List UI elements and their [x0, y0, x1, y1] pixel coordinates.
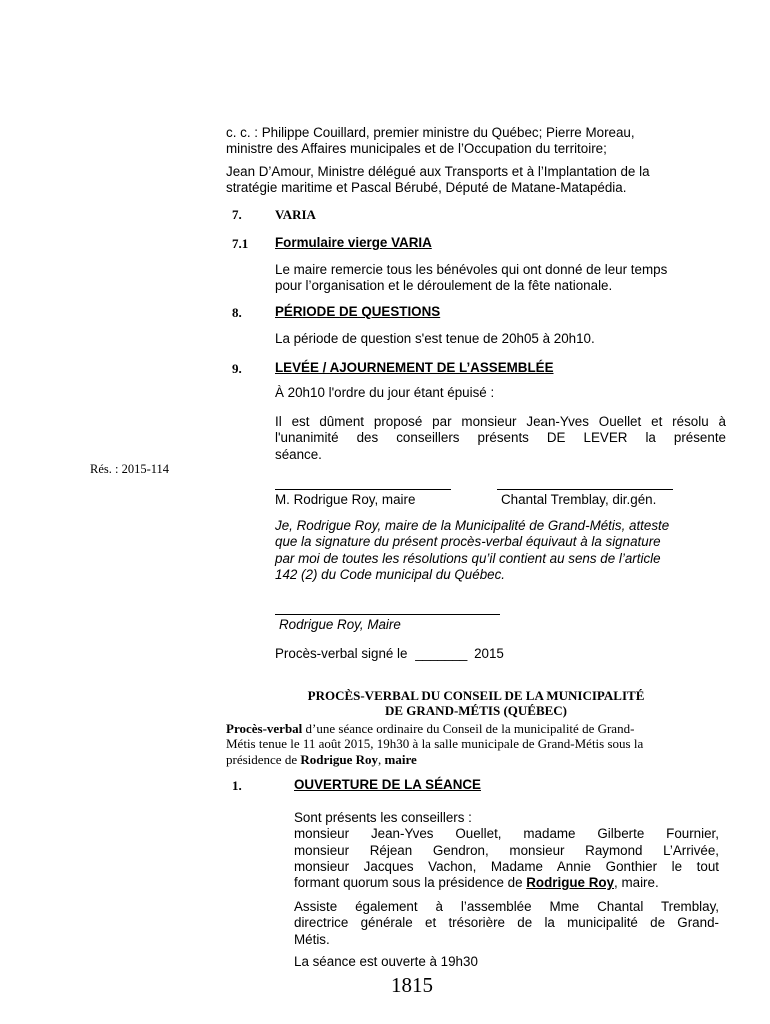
- text-line: [226, 721, 726, 736]
- mayor-title: maire: [384, 751, 417, 767]
- section-1-attendance: [294, 810, 719, 891]
- text-line: monsieur Réjean Gendron, monsieur Raymond L’Arrivée,: [294, 842, 719, 858]
- section-9-number: 9.: [232, 361, 242, 376]
- text-line: Métis.: [294, 931, 330, 947]
- signed-date-line: [275, 646, 504, 662]
- resolution-number: Rés. : 2015-114: [90, 462, 170, 476]
- quorum-prefix: formant quorum sous la présidence de: [294, 875, 527, 891]
- minutes-title: [226, 688, 726, 718]
- mayor-signature-line: [275, 489, 451, 490]
- lead-sep: ,: [378, 751, 385, 767]
- text-line: [226, 752, 726, 767]
- dg-signature-line: [497, 489, 673, 490]
- mayor-name: Rodrigue Roy: [300, 751, 378, 767]
- mayor-signature-label: M. Rodrigue Roy, maire: [275, 492, 416, 507]
- text-line: Sont présents les conseillers :: [294, 810, 472, 825]
- text-line: monsieur Jacques Vachon, Madame Annie Gonthier le tout: [294, 858, 719, 874]
- text-line: 142 (2) du Code municipal du Québec.: [275, 566, 506, 582]
- signed-prefix: Procès-verbal signé le: [275, 646, 408, 661]
- attestation-paragraph: [275, 518, 725, 583]
- session-opened: La séance est ouverte à 19h30: [294, 954, 478, 969]
- text-line: monsieur Jean-Yves Ouellet, madame Gilberte Fournier,: [294, 826, 719, 842]
- section-9-title: LEVÉE / AJOURNEMENT DE L’ASSEMBLÉE: [275, 360, 554, 375]
- text-line: [294, 875, 719, 891]
- section-71-number: 7.1: [232, 236, 249, 251]
- cc-line: c. c. : Philippe Couillard, premier ministre du Québec; Pierre Moreau,: [226, 125, 635, 140]
- cc-paragraph: [226, 125, 726, 158]
- text-line: par moi de toutes les résolutions qu’il contient au sens de l’article: [275, 550, 661, 566]
- mayor-attest-signature-line: [275, 614, 500, 615]
- section-71-text: [275, 262, 725, 295]
- signed-year: 2015: [474, 646, 504, 661]
- section-1-title: OUVERTURE DE LA SÉANCE: [294, 777, 481, 792]
- text-line: Métis tenue le 11 août 2015, 19h30 à la salle municipale de Grand-Métis sous la: [226, 736, 644, 752]
- mayor-attest-signature-label: Rodrigue Roy, Maire: [279, 617, 401, 632]
- page-number: 1815: [391, 973, 433, 997]
- minutes-lead-paragraph: [226, 721, 726, 767]
- text-line: Le maire remercie tous les bénévoles qui ont donné de leur temps: [275, 262, 668, 277]
- text-line: séance.: [275, 446, 322, 462]
- text-line: pour l’organisation et le déroulement de la fête nationale.: [275, 278, 613, 294]
- copy-line: Jean D’Amour, Ministre délégué aux Transports et à l’Implantation de la: [226, 164, 650, 179]
- cc-line: ministre des Affaires municipales et de l’Occupation du territoire;: [226, 141, 607, 157]
- text-line: Il est dûment proposé par monsieur Jean-Yves Ouellet et résolu à: [275, 414, 726, 429]
- copy-recipients-paragraph: [226, 164, 726, 197]
- copy-line: stratégie maritime et Pascal Bérubé, Député de Matane-Matapédia.: [226, 180, 627, 196]
- signed-blank: _______: [415, 646, 468, 661]
- text-line: Je, Rodrigue Roy, maire de la Municipalité de Grand-Métis, atteste: [275, 518, 670, 533]
- section-8-number: 8.: [232, 305, 242, 320]
- section-9-proposal: [275, 414, 726, 463]
- lead-bold: Procès-verbal: [226, 721, 303, 736]
- text-line: directrice générale et trésorière de la municipalité de Grand-: [294, 915, 719, 931]
- section-71-title: Formulaire vierge VARIA: [275, 235, 432, 250]
- section-7-title: VARIA: [275, 207, 316, 222]
- section-8-text: La période de question s'est tenue de 20h05 à 20h10.: [275, 331, 595, 346]
- president-name: Rodrigue Roy: [526, 875, 615, 891]
- minutes-title-line: PROCÈS-VERBAL DU CONSEIL DE LA MUNICIPALITÉ: [307, 688, 645, 703]
- text-line: l'unanimité des conseillers présents DE LEVER la présente: [275, 430, 726, 446]
- lead-rest: d’une séance ordinaire du Conseil de la municipalité de Grand-: [302, 721, 635, 736]
- text-line: que la signature du présent procès-verbal équivaut à la signature: [275, 534, 661, 550]
- section-1-assist: [294, 899, 719, 948]
- section-8-title: PÉRIODE DE QUESTIONS: [275, 304, 441, 319]
- section-9-intro: À 20h10 l'ordre du jour étant épuisé :: [275, 385, 495, 400]
- lead-prefix: présidence de: [226, 751, 301, 767]
- minutes-title-line: DE GRAND-MÉTIS (QUÉBEC): [384, 703, 567, 718]
- quorum-suffix: , maire.: [614, 875, 659, 891]
- dg-signature-label: Chantal Tremblay, dir.gén.: [501, 492, 657, 507]
- section-7-number: 7.: [232, 207, 242, 222]
- text-line: Assiste également à l’assemblée Mme Chantal Tremblay,: [294, 899, 719, 914]
- section-1-number: 1.: [232, 778, 242, 793]
